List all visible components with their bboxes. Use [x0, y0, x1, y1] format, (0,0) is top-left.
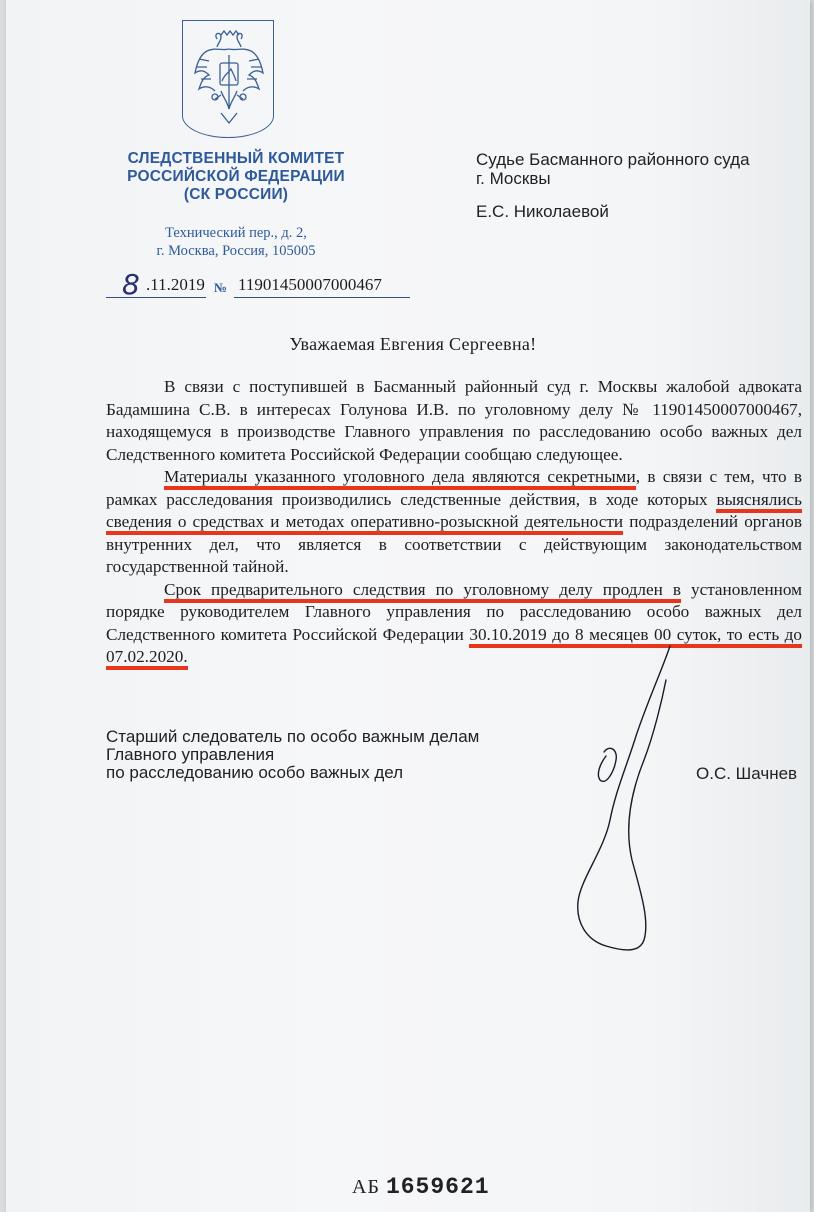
highlight-operative-methods: выяснялись сведения о средствах и методах оперативно-розыскной деятельности — [106, 490, 802, 536]
signatory-title-line1: Старший следователь по особо важным делам — [106, 727, 480, 746]
org-name-line1: СЛЕДСТВЕННЫЙ КОМИТЕТ — [127, 150, 345, 167]
letter-body — [106, 376, 802, 669]
recipient-line2: г. Москвы — [476, 169, 551, 188]
highlight-term-extended: Срок предварительного следствия по уголовному делу продлен в — [164, 580, 681, 603]
serial-series: АБ — [352, 1176, 380, 1198]
organization-name — [66, 150, 406, 204]
signer-name: О.С. Шачнев — [696, 764, 798, 783]
double-headed-eagle-icon — [191, 29, 267, 129]
paragraph-1: В связи с поступившей в Басманный районный суд г. Москвы жалобой адвоката Бадамшина С.В. в интересах Голунова И.В. по уголовному делу № 11901450007000467, находящемуся в производстве Главного управления по расследованию особо важных дел Следственного комитета Российской Федерации сообщаю следующее. — [106, 377, 802, 464]
address-line2: г. Москва, Россия, 105005 — [156, 243, 316, 259]
form-serial-number — [352, 1174, 490, 1200]
recipient-block — [476, 150, 750, 221]
paragraph-3-text-a: установленном порядке руководителем Главного управления по расследованию особо важных дел Следственного комитета Российской Федерации — [106, 579, 802, 644]
highlight-secret-materials: Материалы указанного уголовного дела являются секретными — [164, 467, 636, 490]
serial-number: 1659621 — [385, 1174, 490, 1200]
org-name-line2: РОССИЙСКОЙ ФЕДЕРАЦИИ — [127, 168, 345, 185]
recipient-name: Е.С. Николаевой — [476, 202, 609, 221]
address-line1: Технический пер., д. 2, — [165, 225, 307, 241]
date-underline — [106, 297, 206, 298]
number-sign: № — [214, 280, 228, 295]
signatory-title-line2: Главного управления — [106, 745, 275, 764]
paragraph-2-text-b: подразделений органов внутренних дел, что является в соответствии с действующим законодательством государственной тайной. — [106, 512, 802, 576]
registration-number: 11901450007000467 — [238, 275, 382, 294]
greeting: Уважаемая Евгения Сергеевна! — [289, 334, 537, 354]
date-month-year: .11.2019 — [146, 275, 205, 294]
paragraph-2 — [106, 466, 802, 579]
paragraph-2-text-a: , в связи с тем, что в рамках расследования производились следственные действия, в ходе которых — [106, 467, 802, 509]
paragraph-3 — [106, 579, 802, 669]
handwritten-day: 8 — [122, 268, 140, 301]
org-name-line3: (СК РОССИИ) — [183, 186, 289, 203]
signatory-title — [106, 728, 479, 782]
recipient-line1: Судье Басманного районного суда — [476, 150, 750, 169]
coat-of-arms-emblem — [182, 20, 274, 138]
letter-sheet — [6, 0, 810, 1212]
handwritten-signature — [566, 640, 686, 970]
number-underline — [234, 297, 410, 298]
organization-address — [66, 224, 406, 260]
highlight-term-dates: 30.10.2019 до 8 месяцев 00 суток, то есть до 07.02.2020. — [106, 625, 802, 671]
signatory-title-line3: по расследованию особо важных дел — [106, 763, 404, 782]
date-and-number-row — [106, 270, 426, 300]
